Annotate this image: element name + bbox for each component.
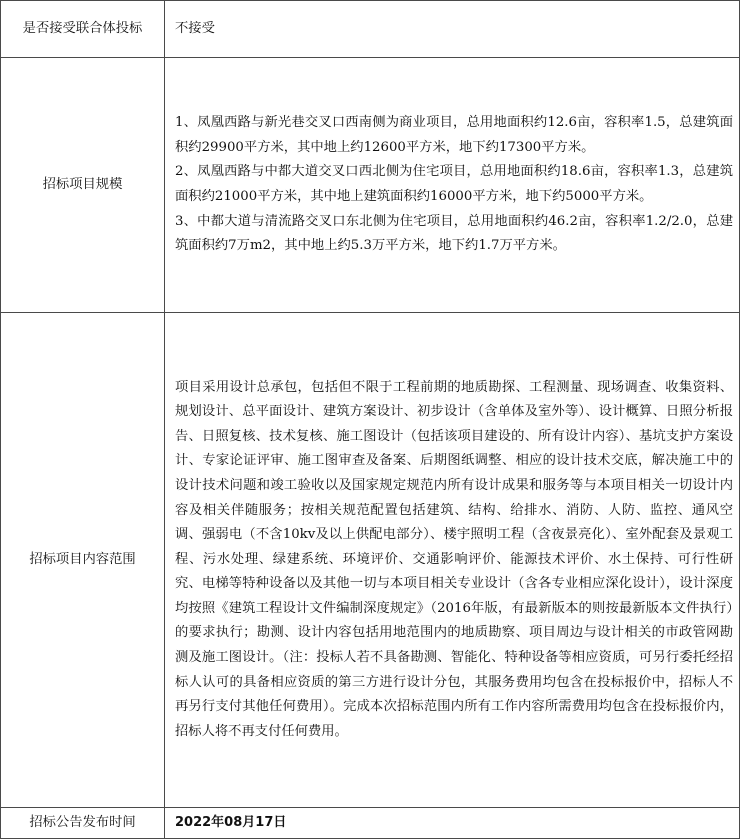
table-row-project-scale <box>1 58 740 313</box>
table-row-consortium <box>1 1 740 58</box>
label-consortium: 是否接受联合体投标 <box>1 1 165 58</box>
scale-item-3: 3、中都大道与清流路交叉口东北侧为住宅项目，总用地面积约46.2亩，容积率1.2/2.0，总建筑面积约7万m2，其中地上约5.3万平方米，地下约1.7万平方米。 <box>175 213 733 254</box>
value-project-scope: 项目采用设计总承包，包括但不限于工程前期的地质勘探、工程测量、现场调查、收集资料、规划设计、总平面设计、建筑方案设计、初步设计（含单体及室外等）、设计概算、日照分析报告、日照复核、技术复核、施工图设计（包括该项目建设的、所有设计内容）、基坑支护方案设计、专家论证评审、施工图审查及备案、后期图纸调整、相应的设计技术交底，解决施工中的设计技术问题和竣工验收以及国家规定规范内所有设计成果和服务等与本项目相关一切设计内容及相关伴随服务；按相关规范配置包括建筑、结构、给排水、消防、人防、监控、通风空调、强弱电（不含10kv及以上供配电部分）、楼宇照明工程（含夜景亮化）、室外配套及景观工程、污水处理、绿建系统、环境评价、交通影响评价、能源技术评价、水土保持、可行性研究、电梯等特种设备以及其他一切与本项目相关专业设计（含各专业相应深化设计），设计深度均按照《建筑工程设计文件编制深度规定》（2016年版，有最新版本的则按最新版本文件执行）的要求执行；勘测、设计内容包括用地范围内的地质勘察、项目周边与设计相关的市政管网勘测及施工图设计。（注：投标人若不具备勘测、智能化、特种设备等相应资质，可另行委托经招标人认可的具备相应资质的第三方进行设计分包，其服务费用均包含在投标报价中，招标人不再另行支付其他任何费用）。完成本次招标范围内所有工作内容所需费用均包含在投标报价内，招标人将不再支付任何费用。 <box>165 313 740 808</box>
table-row-project-scope <box>1 313 740 808</box>
value-publish-date: 2022年08月17日 <box>165 808 740 839</box>
scale-item-2: 2、凤凰西路与中都大道交叉口西北侧为住宅项目，总用地面积约18.6亩，容积率1.3，总建筑面积约21000平方米，其中地上建筑面积约16000平方米，地下约5000平方米。 <box>175 164 733 204</box>
label-publish-date: 招标公告发布时间 <box>1 808 165 839</box>
value-consortium: 不接受 <box>165 1 740 58</box>
value-project-scale <box>165 58 740 313</box>
label-project-scale: 招标项目规模 <box>1 58 165 313</box>
table-row-publish-date <box>1 808 740 839</box>
scale-item-1: 1、凤凰西路与新光巷交叉口西南侧为商业项目，总用地面积约12.6亩，容积率1.5，总建筑面积约29900平方米，其中地上约12600平方米，地下约17300平方米。 <box>175 115 733 155</box>
label-project-scope: 招标项目内容范围 <box>1 313 165 808</box>
